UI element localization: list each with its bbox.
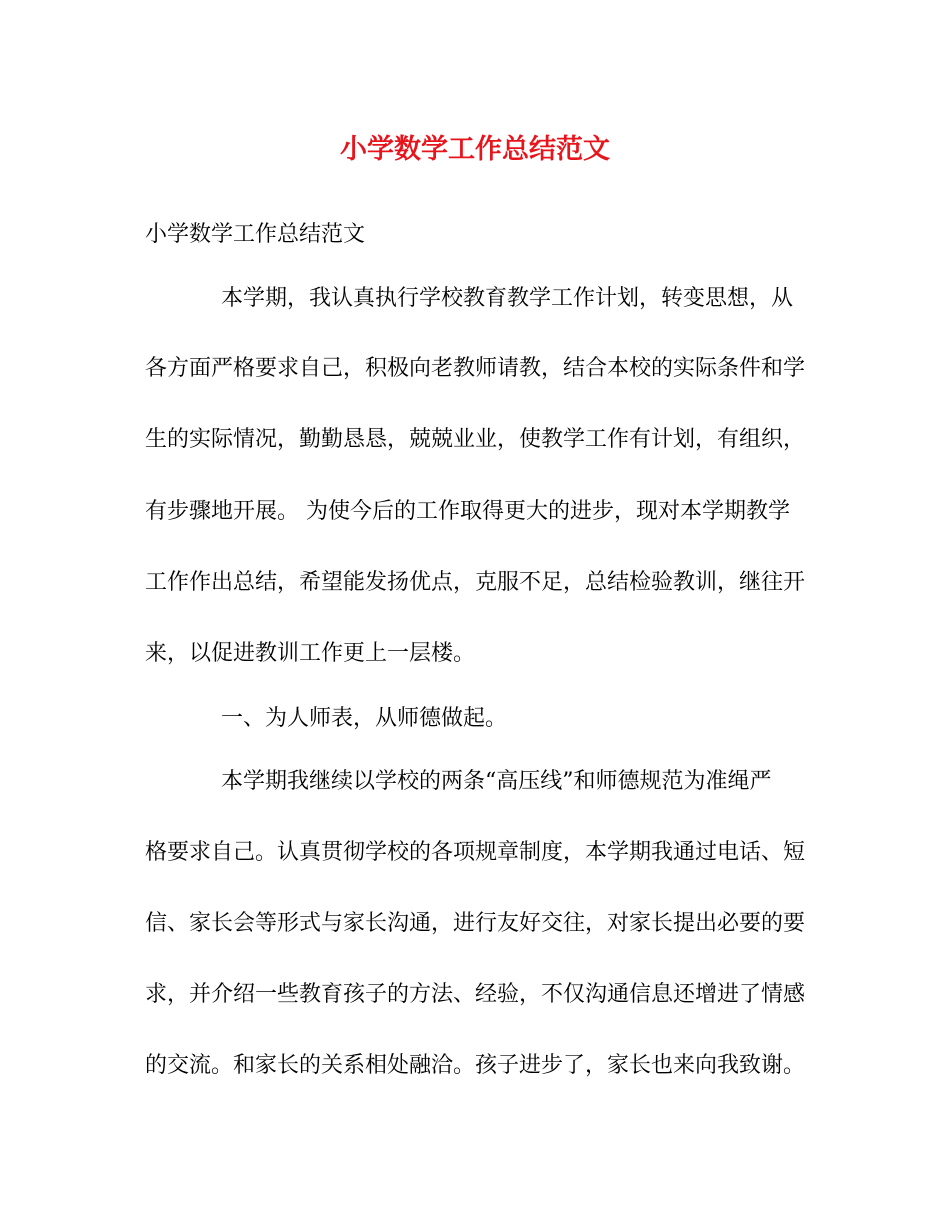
paragraph-line: 信、家长会等形式与家长沟通，进行友好交往，对家长提出必要的要 xyxy=(145,911,806,936)
paragraph-line: 生的实际情况，勤勤恳恳，兢兢业业，使教学工作有计划，有组织， xyxy=(145,427,806,452)
paragraph-line: 有步骤地开展。 为使今后的工作取得更大的进步，现对本学期教学 xyxy=(145,499,790,524)
section-heading: 一、为人师表，从师德做起。 xyxy=(221,706,508,731)
paragraph-line: 本学期，我认真执行学校教育教学工作计划，转变思想，从 xyxy=(221,286,794,311)
paragraph-line: 各方面严格要求自己，积极向老教师请教，结合本校的实际条件和学 xyxy=(145,356,806,381)
document-title: 小学数学工作总结范文 xyxy=(340,134,610,165)
paragraph-line: 的交流。和家长的关系相处融洽。孩子进步了，家长也来向我致谢。 xyxy=(145,1053,806,1078)
paragraph-line: 工作作出总结，希望能发扬优点，克服不足，总结检验教训，继往开 xyxy=(145,570,806,595)
document-subtitle: 小学数学工作总结范文 xyxy=(145,222,366,247)
paragraph-line: 求，并介绍一些教育孩子的方法、经验，不仅沟通信息还增进了情感 xyxy=(145,982,806,1007)
paragraph-line: 格要求自己。认真贯彻学校的各项规章制度，本学期我通过电话、短 xyxy=(145,840,806,865)
paragraph-line: 本学期我继续以学校的两条“高压线”和师德规范为准绳严 xyxy=(221,769,772,794)
paragraph-line: 来，以促进教训工作更上一层楼。 xyxy=(145,641,476,666)
